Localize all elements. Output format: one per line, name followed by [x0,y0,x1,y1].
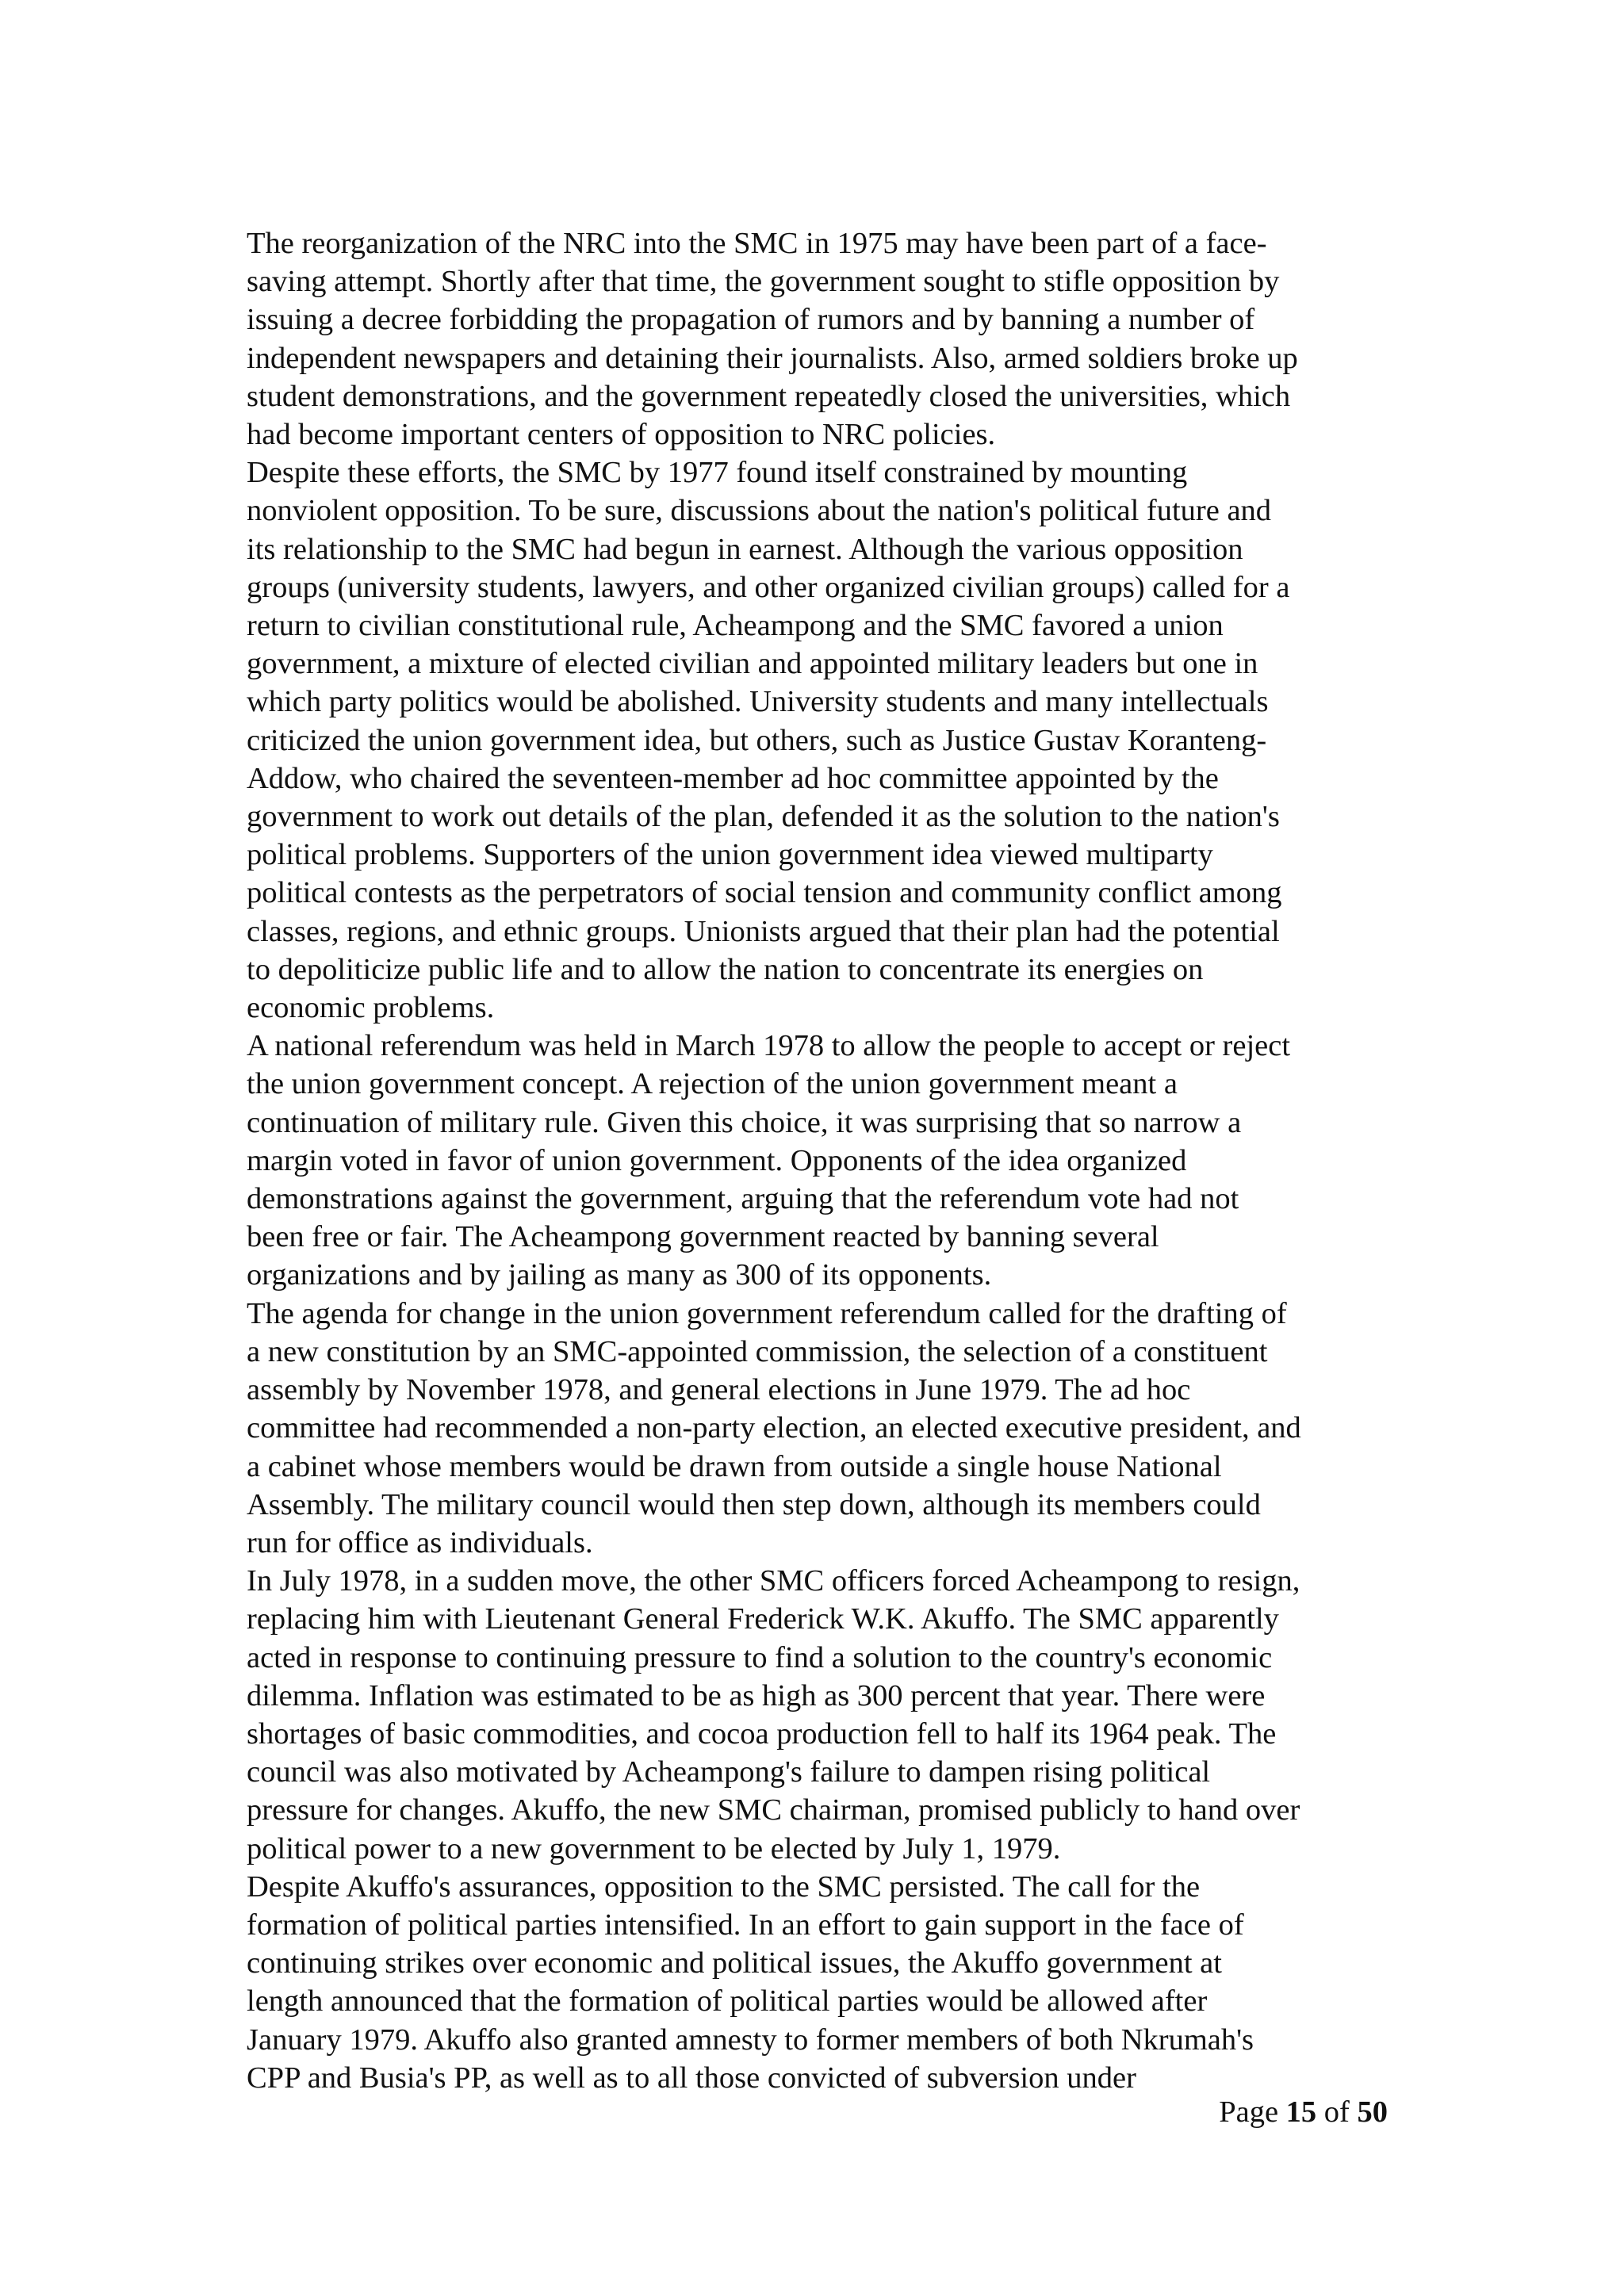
text-line: political problems. Supporters of the union government idea viewed multiparty [247,838,1213,872]
text-line: organizations and by jailing as many as 300 of its opponents. [247,1258,992,1292]
page-total: 50 [1357,2095,1388,2129]
text-line: been free or fair. The Acheampong government reacted by banning several [247,1220,1159,1254]
text-line: economic problems. [247,991,495,1025]
text-line: pressure for changes. Akuffo, the new SMC chairman, promised publicly to hand over [247,1793,1300,1827]
text-line: Addow, who chaired the seventeen-member ad hoc committee appointed by the [247,761,1219,795]
text-line: length announced that the formation of political parties would be allowed after [247,1984,1208,2019]
text-line: acted in response to continuing pressure to find a solution to the country's economic [247,1640,1273,1674]
text-line: which party politics would be abolished. University students and many intellectuals [247,685,1269,719]
text-line: Assembly. The military council would then step down, although its members could [247,1487,1261,1521]
text-line: dilemma. Inflation was estimated to be as high as 300 percent that year. There were [247,1678,1266,1712]
text-line: continuation of military rule. Given this choice, it was surprising that so narrow a [247,1105,1242,1139]
text-line: A national referendum was held in March 1978 to allow the people to accept or reject [247,1029,1291,1063]
text-line: had become important centers of opposition to NRC policies. [247,418,996,452]
text-line: replacing him with Lieutenant General Frederick W.K. Akuffo. The SMC apparently [247,1602,1279,1636]
text-line: formation of political parties intensified. In an effort to gain support in the face of [247,1908,1244,1942]
text-line: The agenda for change in the union government referendum called for the drafting of [247,1296,1287,1330]
text-line: nonviolent opposition. To be sure, discussions about the nation's political future and [247,494,1272,528]
text-line: assembly by November 1978, and general elections in June 1979. The ad hoc [247,1373,1191,1407]
text-line: a new constitution by an SMC-appointed commission, the selection of a constituent [247,1334,1268,1368]
text-line: saving attempt. Shortly after that time, the government sought to stifle opposition by [247,265,1280,299]
text-line: The reorganization of the NRC into the SMC in 1975 may have been part of a face- [247,227,1267,260]
body-text [247,224,1388,2097]
page-footer [1071,2093,1388,2131]
text-line: Despite Akuffo's assurances, opposition to the SMC persisted. The call for the [247,1869,1201,1904]
text-line: council was also motivated by Acheampong's failure to dampen rising political [247,1755,1211,1789]
text-line: issuing a decree forbidding the propagation of rumors and by banning a number of [247,303,1255,337]
of-word: of [1323,2095,1350,2129]
text-line: a cabinet whose members would be drawn from outside a single house National [247,1449,1222,1483]
text-line: run for office as individuals. [247,1525,593,1559]
text-line: criticized the union government idea, but others, such as Justice Gustav Koranteng- [247,723,1267,757]
text-line: its relationship to the SMC had begun in earnest. Although the various opposition [247,532,1243,566]
text-line: student demonstrations, and the government repeatedly closed the universities, which [247,379,1291,413]
text-line: CPP and Busia's PP, as well as to all those convicted of subversion under [247,2061,1136,2095]
page-word: Page [1219,2095,1279,2129]
text-line: margin voted in favor of union government. Opponents of the idea organized [247,1143,1187,1177]
text-line: political contests as the perpetrators of social tension and community conflict among [247,876,1282,910]
page-number: 15 [1285,2095,1317,2129]
text-line: to depoliticize public life and to allow the nation to concentrate its energies on [247,952,1204,986]
text-line: independent newspapers and detaining their journalists. Also, armed soldiers broke up [247,341,1298,375]
text-line: continuing strikes over economic and political issues, the Akuffo government at [247,1946,1222,1980]
text-line: government to work out details of the plan, defended it as the solution to the nation's [247,800,1280,834]
text-line: groups (university students, lawyers, and other organized civilian groups) called for a [247,570,1290,604]
text-line: Despite these efforts, the SMC by 1977 found itself constrained by mounting [247,456,1188,490]
text-line: January 1979. Akuffo also granted amnesty to former members of both Nkrumah's [247,2022,1254,2057]
text-line: the union government concept. A rejection of the union government meant a [247,1067,1178,1101]
text-line: government, a mixture of elected civilian and appointed military leaders but one in [247,647,1258,681]
text-line: political power to a new government to be elected by July 1, 1979. [247,1831,1061,1866]
text-line: In July 1978, in a sudden move, the other SMC officers forced Acheampong to resign, [247,1564,1300,1598]
text-line: demonstrations against the government, arguing that the referendum vote had not [247,1182,1239,1216]
text-line: shortages of basic commodities, and cocoa production fell to half its 1964 peak. The [247,1716,1277,1751]
text-line: return to civilian constitutional rule, Acheampong and the SMC favored a union [247,609,1224,643]
text-line: committee had recommended a non-party election, an elected executive president, and [247,1411,1301,1445]
text-line: classes, regions, and ethnic groups. Unionists argued that their plan had the potential [247,914,1280,948]
